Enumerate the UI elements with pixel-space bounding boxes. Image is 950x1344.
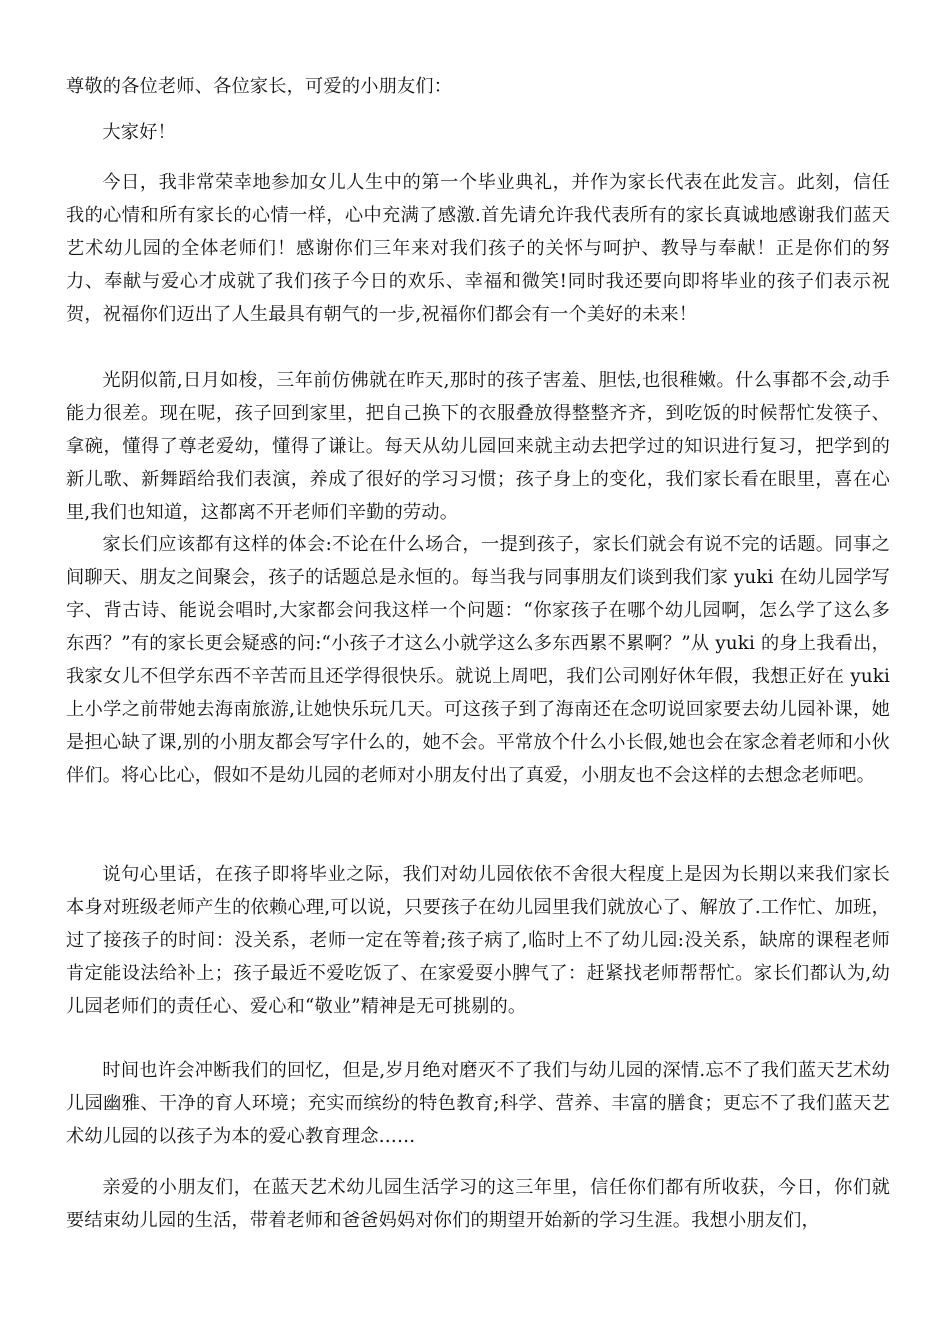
salutation-text: 尊敬的各位老师、各位家长，可爱的小朋友们： bbox=[66, 76, 453, 97]
paragraph-5 bbox=[66, 1054, 890, 1153]
paragraph-3 bbox=[66, 528, 890, 792]
salutation bbox=[66, 70, 890, 103]
paragraph-text: 亲爱的小朋友们，在蓝天艺术幼儿园生活学习的这三年里，信任你们都有所收获，今日，你们就要结束幼儿园的生活，带着老师和爸爸妈妈对你们的期望开始新的学习生涯。我想小朋友们， bbox=[66, 1177, 890, 1231]
paragraph-text: 说句心里话，在孩子即将毕业之际，我们对幼儿园依依不舍很大程度上是因为长期以来我们家长本身对班级老师产生的依赖心理,可以说，只要孩子在幼儿园里我们就放心了、解放了.工作忙、加班，过了接孩子的时间：没关系，老师一定在等着;孩子病了,临时上不了幼儿园:没关系，缺席的课程老师肯定能设法给补上；孩子最近不爱吃饭了、在家爱耍小脾气了：赶紧找老师帮帮忙。家长们都认为,幼儿园老师们的责任心、爱心和“敬业”精神是无可挑剔的。 bbox=[66, 864, 890, 1017]
paragraph-text: 今日，我非常荣幸地参加女儿人生中的第一个毕业典礼，并作为家长代表在此发言。此刻，信任我的心情和所有家长的心情一样，心中充满了感激.首先请允许我代表所有的家长真诚地感谢我们蓝天艺术幼儿园的全体老师们！感谢你们三年来对我们孩子的关怀与呵护、教导与奉献！正是你们的努力、奉献与爱心才成就了我们孩子今日的欢乐、幸福和微笑!同时我还要向即将毕业的孩子们表示祝贺，祝福你们迈出了人生最具有朝气的一步,祝福你们都会有一个美好的未来！ bbox=[66, 172, 890, 325]
greeting-text: 大家好！ bbox=[102, 122, 176, 143]
paragraph-text: 家长们应该都有这样的体会:不论在什么场合，一提到孩子，家长们就会有说不完的话题。同事之间聊天、朋友之间聚会，孩子的话题总是永恒的。每当我与同事朋友们谈到我们家 yuki 在幼儿园学写字、背古诗、能说会唱时,大家都会问我这样一个问题：“你家孩子在哪个幼儿园啊，怎么学了这么多东西？”有的家长更会疑惑的问:“小孩子才这么小就学这么多东西累不累啊？”从 yuki 的身上我看出，我家女儿不但学东西不辛苦而且还学得很快乐。就说上周吧，我们公司刚好休年假，我想正好在 yuki 上小学之前带她去海南旅游,让她快乐玩几天。可这孩子到了海南还在念叨说回家要去幼儿园补课，她是担心缺了课,别的小朋友都会写字什么的，她不会。平常放个什么小长假,她也会在家念着老师和小伙伴们。将心比心，假如不是幼儿园的老师对小朋友付出了真爱，小朋友也不会这样的去想念老师吧。 bbox=[66, 534, 890, 786]
paragraph-4 bbox=[66, 858, 890, 1023]
greeting bbox=[66, 116, 890, 149]
paragraph-1 bbox=[66, 166, 890, 331]
paragraph-text: 光阴似箭,日月如梭，三年前仿佛就在昨天,那时的孩子害羞、胆怯,也很稚嫩。什么事都不会,动手能力很差。现在呢，孩子回到家里，把自己换下的衣服叠放得整整齐齐，到吃饭的时候帮忙发筷子、拿碗，懂得了尊老爱幼，懂得了谦让。每天从幼儿园回来就主动去把学过的知识进行复习，把学到的新儿歌、新舞蹈给我们表演，养成了很好的学习习惯；孩子身上的变化，我们家长看在眼里，喜在心里,我们也知道，这都离不开老师们辛勤的劳动。 bbox=[66, 370, 890, 523]
paragraph-text: 时间也许会冲断我们的回忆，但是,岁月绝对磨灭不了我们与幼儿园的深情.忘不了我们蓝天艺术幼儿园幽雅、干净的育人环境；充实而缤纷的特色教育;科学、营养、丰富的膳食；更忘不了我们蓝天艺术幼儿园的以孩子为本的爱心教育理念…… bbox=[66, 1060, 890, 1147]
paragraph-2 bbox=[66, 364, 890, 529]
paragraph-6 bbox=[66, 1171, 890, 1237]
